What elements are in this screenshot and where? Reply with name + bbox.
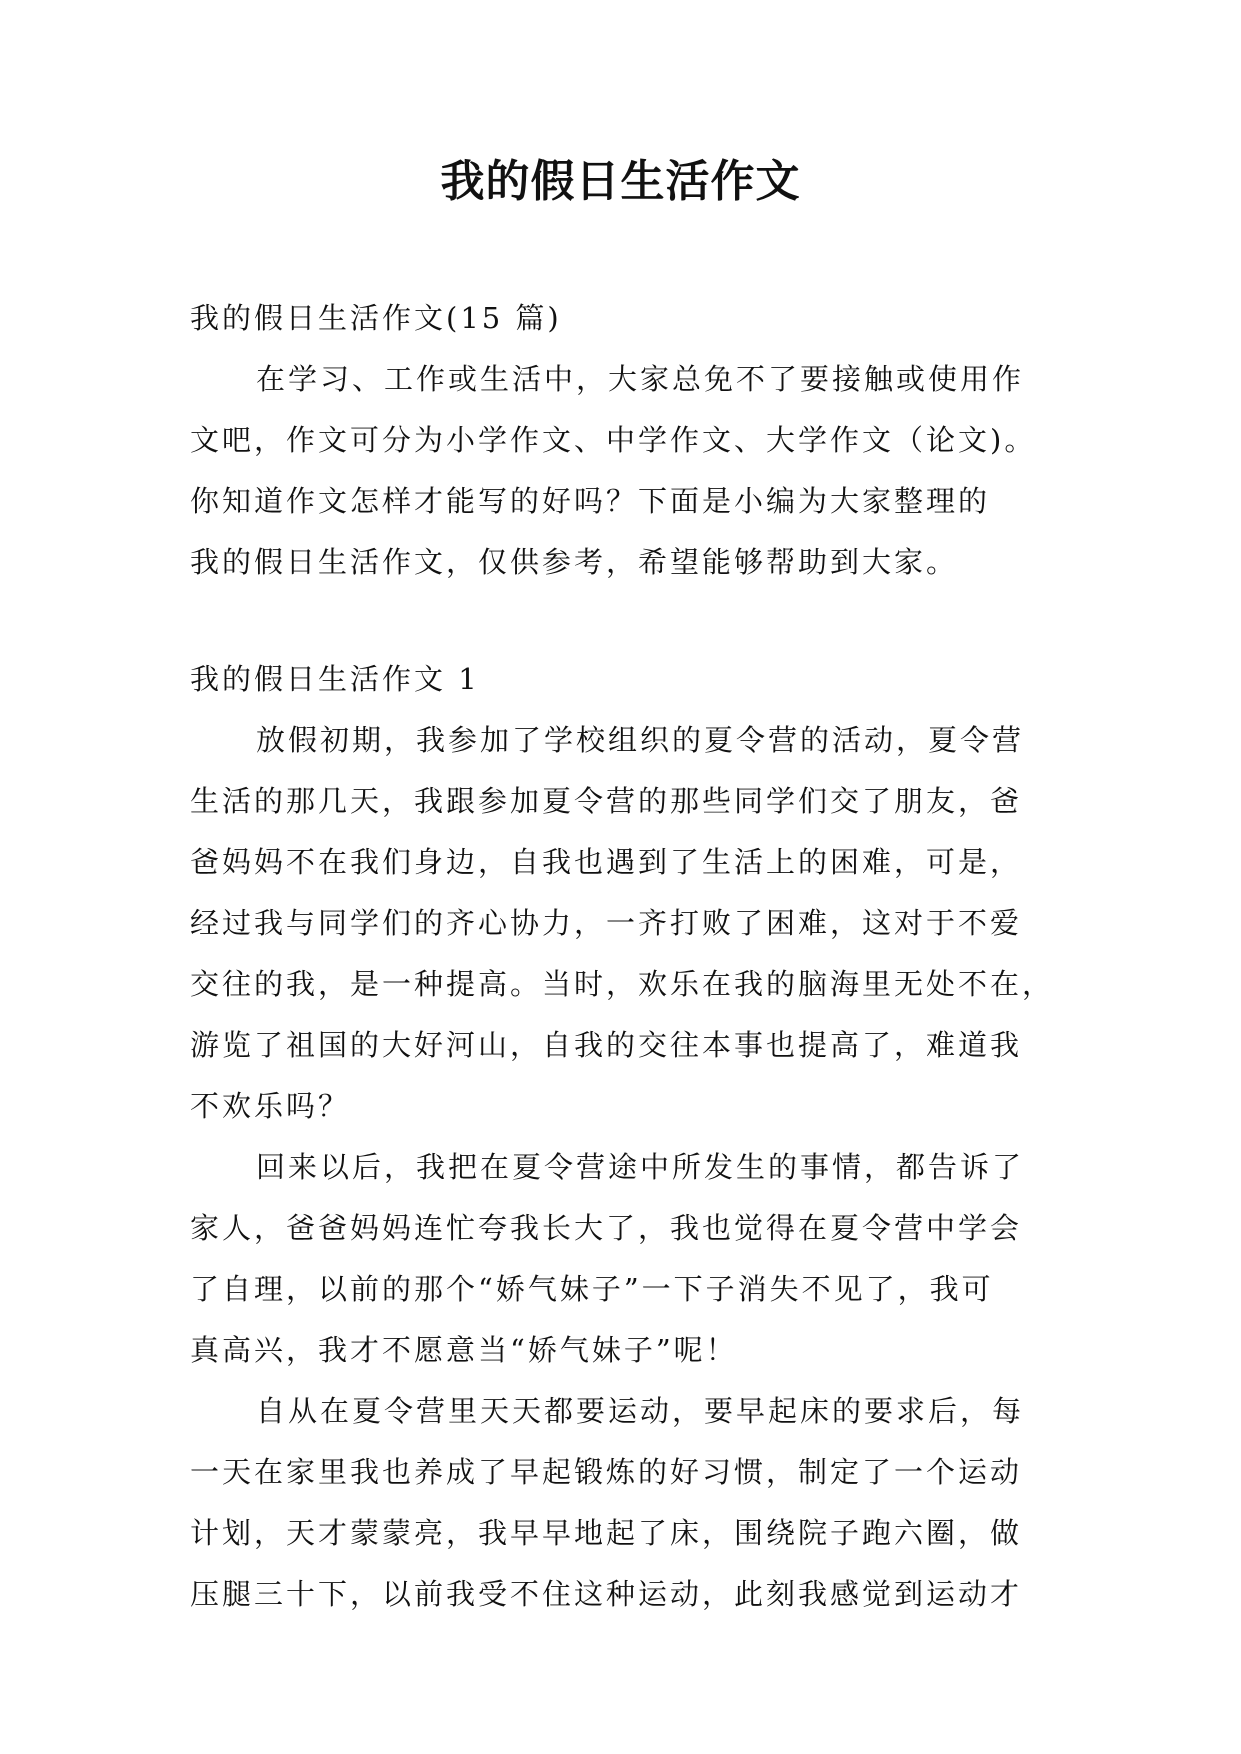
paragraph-line: 交往的我，是一种提高。当时，欢乐在我的脑海里无处不在， <box>190 967 1055 1001</box>
document-title: 我的假日生活作文 <box>440 156 801 207</box>
section-heading: 我的假日生活作文 1 <box>190 662 480 696</box>
paragraph-line: 真高兴，我才不愿意当“娇气妹子”呢！ <box>190 1333 738 1367</box>
intro-line: 我的假日生活作文，仅供参考，希望能够帮助到大家。 <box>190 545 959 579</box>
body-paragraph-1 <box>190 710 1056 1137</box>
intro-paragraph <box>190 349 1056 593</box>
paragraph-line: 了自理，以前的那个“娇气妹子”一下子消失不见了，我可 <box>190 1272 994 1306</box>
paragraph-line: 自从在夏令营里天天都要运动，要早起床的要求后，每 <box>256 1394 1025 1428</box>
paragraph-line: 经过我与同学们的齐心协力，一齐打败了困难，这对于不爱 <box>190 906 1023 940</box>
paragraph-line: 压腿三十下，以前我受不住这种运动，此刻我感觉到运动才 <box>190 1577 1023 1611</box>
paragraph-line: 不欢乐吗？ <box>190 1089 351 1123</box>
paragraph-line: 生活的那几天，我跟参加夏令营的那些同学们交了朋友，爸 <box>190 784 1023 818</box>
paragraph-line: 爸妈妈不在我们身边，自我也遇到了生活上的困难，可是， <box>190 845 1023 879</box>
paragraph-line: 计划，天才蒙蒙亮，我早早地起了床，围绕院子跑六圈，做 <box>190 1516 1023 1550</box>
document-subtitle: 我的假日生活作文(15 篇) <box>190 301 562 335</box>
paragraph-line: 游览了祖国的大好河山，自我的交往本事也提高了，难道我 <box>190 1028 1023 1062</box>
paragraph-line: 放假初期，我参加了学校组织的夏令营的活动，夏令营 <box>256 723 1025 757</box>
section-spacer <box>190 593 1056 649</box>
intro-line: 你知道作文怎样才能写的好吗？下面是小编为大家整理的 <box>190 484 991 518</box>
intro-line: 在学习、工作或生活中，大家总免不了要接触或使用作 <box>256 362 1025 396</box>
intro-line: 文吧，作文可分为小学作文、中学作文、大学作文（论文)。 <box>190 423 1037 457</box>
body-paragraph-2 <box>190 1137 1056 1381</box>
body-paragraph-3 <box>190 1381 1056 1625</box>
paragraph-line: 家人，爸爸妈妈连忙夸我长大了，我也觉得在夏令营中学会 <box>190 1211 1023 1245</box>
paragraph-line: 一天在家里我也养成了早起锻炼的好习惯，制定了一个运动 <box>190 1455 1023 1489</box>
paragraph-line: 回来以后，我把在夏令营途中所发生的事情，都告诉了 <box>256 1150 1025 1184</box>
document-body <box>190 288 1056 1625</box>
